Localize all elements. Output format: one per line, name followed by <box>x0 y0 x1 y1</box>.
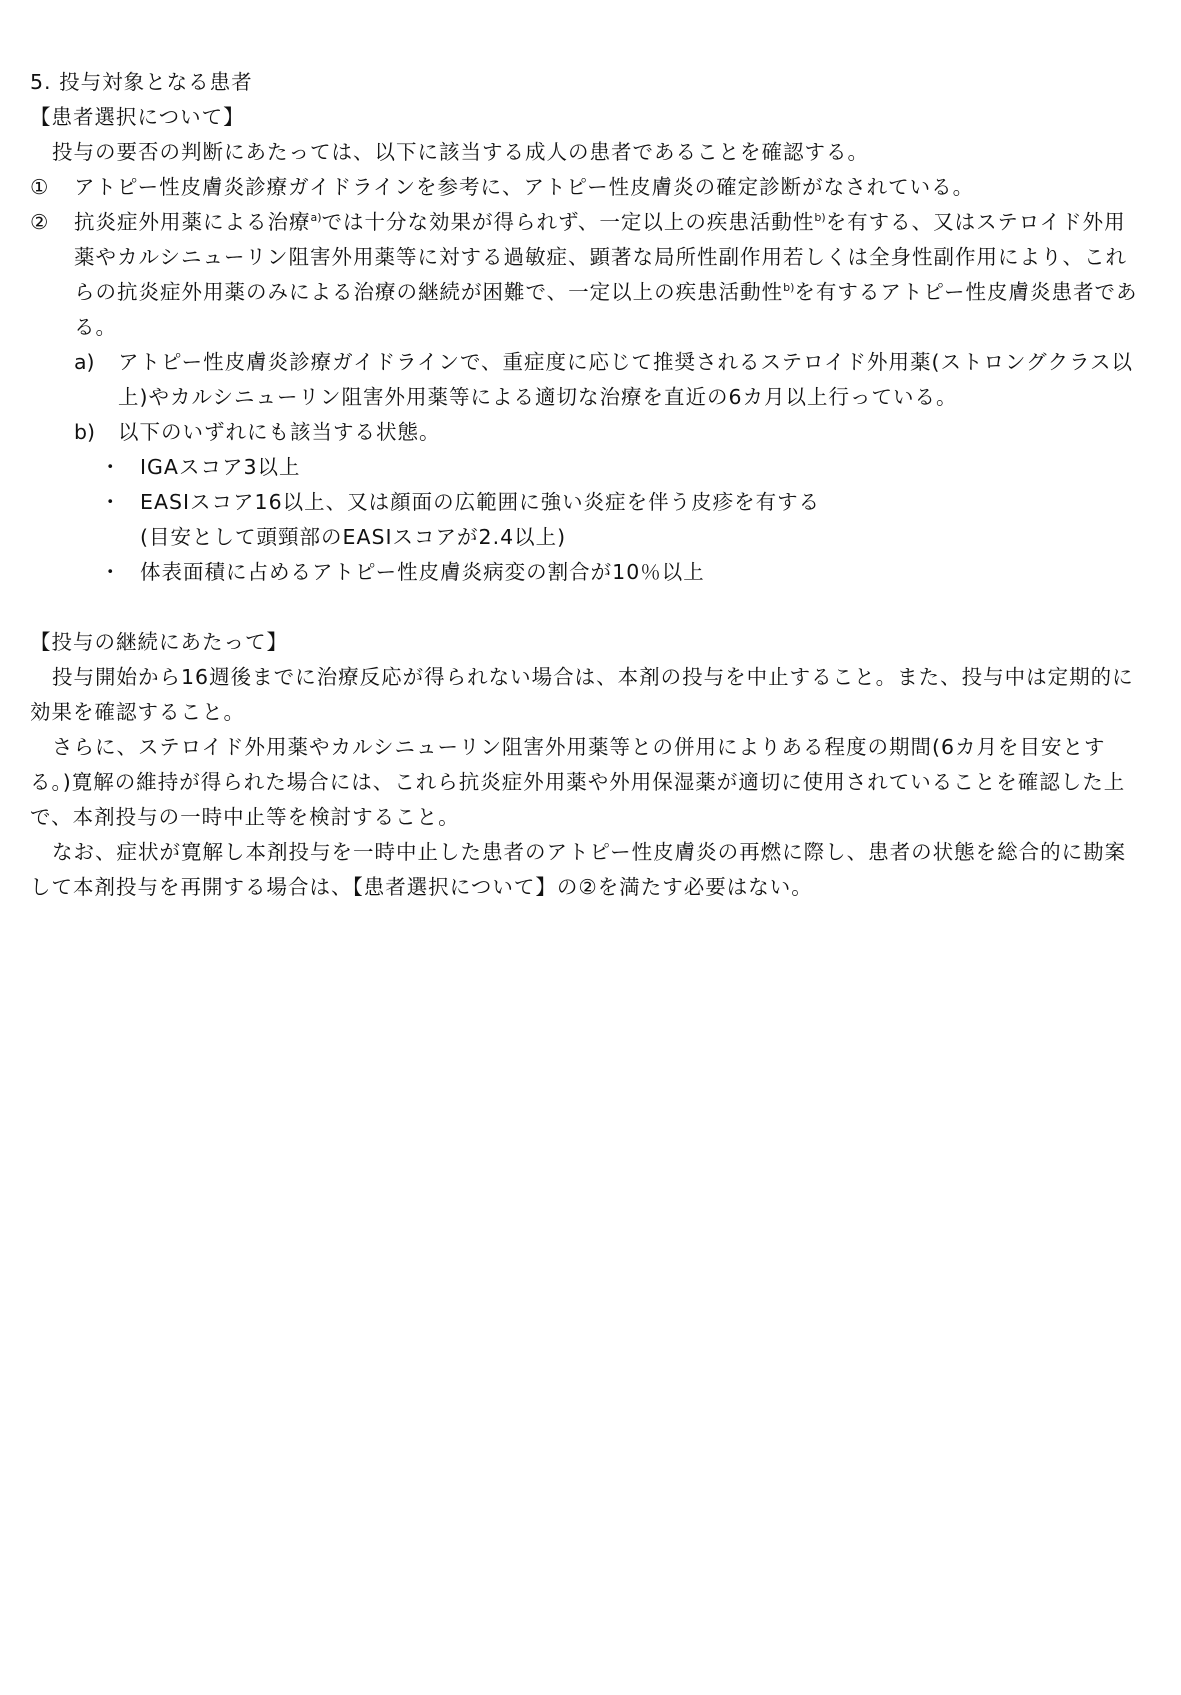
item-2-line-4: る。 <box>74 315 117 339</box>
section-heading: 5. 投与対象となる患者 <box>30 70 253 94</box>
bullet-2-marker: ・ <box>100 490 121 514</box>
continuation-p1-line-2: 効果を確認すること。 <box>30 700 245 724</box>
note-a-line-1: アトピー性皮膚炎診療ガイドラインで、重症度に応じて推奨されるステロイド外用薬(ストロングクラス以 <box>118 350 1133 374</box>
item-2-marker: ② <box>30 210 49 234</box>
continuation-p1-line-1: 投与開始から16週後までに治療反応が得られない場合は、本剤の投与を中止すること。また、投与中は定期的に <box>52 665 1134 689</box>
continuation-p3-line-1: なお、症状が寛解し本剤投与を一時中止した患者のアトピー性皮膚炎の再燃に際し、患者の状態を総合的に勘案 <box>52 840 1127 864</box>
bullet-1-marker: ・ <box>100 455 121 479</box>
bullet-3-marker: ・ <box>100 560 121 584</box>
item-2-line-2: 薬やカルシニューリン阻害外用薬等に対する過敏症、顕著な局所性副作用若しくは全身性副作用により、これ <box>74 245 1127 269</box>
continuation-p3-line-2: して本剤投与を再開する場合は、【患者選択について】の②を満たす必要はない。 <box>30 875 813 899</box>
item-1-marker: ① <box>30 175 49 199</box>
subheading-continuation: 【投与の継続にあたって】 <box>30 630 288 654</box>
continuation-p2-line-1: さらに、ステロイド外用薬やカルシニューリン阻害外用薬等との併用によりある程度の期間(6カ月を目安とす <box>52 735 1106 759</box>
continuation-p2-line-3: で、本剤投与の一時中止等を検討すること。 <box>30 805 460 829</box>
continuation-p2-line-2: る。)寛解の維持が得られた場合には、これら抗炎症外用薬や外用保湿薬が適切に使用されていることを確認した上 <box>30 770 1126 794</box>
item-2-line-3: らの抗炎症外用薬のみによる治療の継続が困難で、一定以上の疾患活動性$^{b)}$を有するアトピー性皮膚炎患者であ <box>74 280 1138 304</box>
item-1-text: アトピー性皮膚炎診療ガイドラインを参考に、アトピー性皮膚炎の確定診断がなされている。 <box>74 175 975 199</box>
bullet-2-subtext: (目安として頭頸部のEASIスコアが2.4以上) <box>140 525 567 549</box>
note-a-marker: a) <box>74 350 95 374</box>
intro-paragraph: 投与の要否の判断にあたっては、以下に該当する成人の患者であることを確認する。 <box>52 140 869 164</box>
note-b-marker: b) <box>74 420 96 444</box>
bullet-3-text: 体表面積に占めるアトピー性皮膚炎病変の割合が10％以上 <box>140 560 705 584</box>
note-b-text: 以下のいずれにも該当する状態。 <box>118 420 441 444</box>
bullet-1-text: IGAスコア3以上 <box>140 455 301 479</box>
item-2-line-1: 抗炎症外用薬による治療$^{a)}$では十分な効果が得られず、一定以上の疾患活動性$^{b)}$を有する、又はステロイド外用 <box>74 210 1126 234</box>
note-a-line-2: 上)やカルシニューリン阻害外用薬等による適切な治療を直近の6カ月以上行っている。 <box>118 385 958 409</box>
bullet-2-text: EASIスコア16以上、又は顔面の広範囲に強い炎症を伴う皮疹を有する <box>140 490 821 514</box>
subheading-patient-selection: 【患者選択について】 <box>30 105 245 129</box>
